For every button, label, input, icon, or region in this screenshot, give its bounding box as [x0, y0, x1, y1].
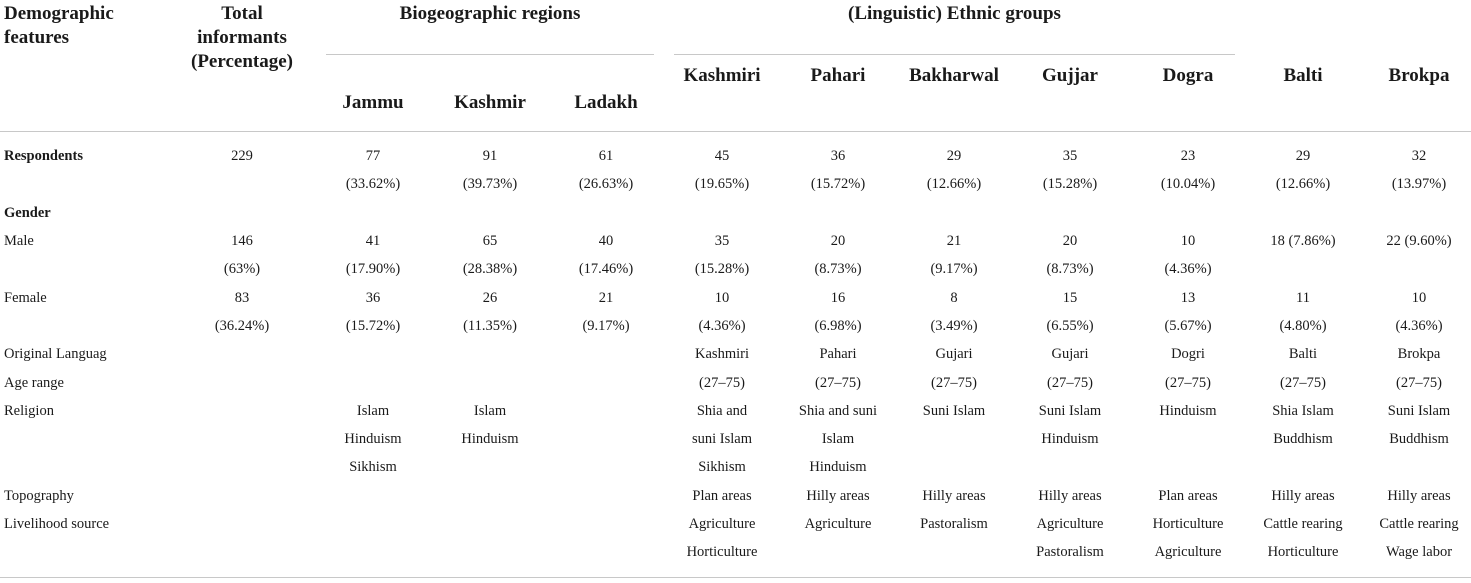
subheader-balti: Balti — [1283, 65, 1323, 86]
row-label-religion: Religion — [4, 403, 54, 419]
table-cell: (36.24%) — [214, 318, 270, 334]
table-cell: 20 — [830, 233, 846, 249]
table-cell: Hilly areas — [1038, 488, 1102, 504]
table-cell: (63%) — [223, 261, 261, 277]
table-cell: 16 — [830, 290, 846, 306]
table-cell: (19.65%) — [694, 176, 750, 192]
subheader-bakharwal: Bakharwal — [909, 65, 999, 86]
bottom-rule — [0, 577, 1471, 578]
subheader-kashmir: Kashmir — [454, 92, 526, 113]
table-cell: 40 — [598, 233, 614, 249]
table-cell: Agriculture — [688, 516, 756, 532]
table-cell: 35 — [1062, 148, 1078, 164]
table-cell: Dogri — [1171, 346, 1205, 362]
table-cell: (17.46%) — [578, 261, 634, 277]
table-cell: 21 — [598, 290, 614, 306]
table-cell: Gujari — [935, 346, 973, 362]
row-label-respondents: Respondents — [4, 148, 83, 164]
table-cell: 83 — [234, 290, 250, 306]
table-cell: Hinduism — [809, 459, 867, 475]
table-cell: Pahari — [819, 346, 857, 362]
table-cell: (27–75) — [1047, 375, 1093, 391]
row-label-age-range: Age range — [4, 375, 64, 391]
table-cell: Hinduism — [1159, 403, 1217, 419]
table-cell: (8.73%) — [1046, 261, 1094, 277]
table-cell: (27–75) — [1165, 375, 1211, 391]
table-cell: 36 — [365, 290, 381, 306]
table-cell: 21 — [946, 233, 962, 249]
table-cell: Suni Islam — [1387, 403, 1451, 419]
table-cell: Pastoralism — [920, 516, 988, 532]
table-cell: Plan areas — [1158, 488, 1218, 504]
table-cell: suni Islam — [691, 431, 752, 447]
table-cell: 10 — [1411, 290, 1427, 306]
table-cell: Hilly areas — [806, 488, 870, 504]
table-cell: (6.98%) — [814, 318, 862, 334]
table-cell: Horticulture — [1267, 544, 1339, 560]
table-cell: Cattle rearing — [1263, 516, 1343, 532]
table-cell: (5.67%) — [1164, 318, 1212, 334]
table-cell: (15.28%) — [694, 261, 750, 277]
table-cell: Wage labor — [1385, 544, 1453, 560]
table-cell: (27–75) — [699, 375, 745, 391]
table-cell: 29 — [1295, 148, 1311, 164]
table-cell: Suni Islam — [1038, 403, 1102, 419]
table-cell: 10 — [1180, 233, 1196, 249]
table-cell: 77 — [365, 148, 381, 164]
table-cell: Plan areas — [692, 488, 752, 504]
table-cell: (10.04%) — [1160, 176, 1216, 192]
table-cell: 23 — [1180, 148, 1196, 164]
table-cell: 32 — [1411, 148, 1427, 164]
table-cell: 146 — [231, 233, 253, 249]
table-cell: Sikhism — [698, 459, 746, 475]
table-cell: (8.73%) — [814, 261, 862, 277]
table-cell: Pastoralism — [1036, 544, 1104, 560]
table-cell: (39.73%) — [462, 176, 518, 192]
table-cell: (27–75) — [1396, 375, 1442, 391]
table-cell: (17.90%) — [345, 261, 401, 277]
table-cell: 26 — [482, 290, 498, 306]
header-biogeographic-regions: Biogeographic regions — [399, 3, 581, 24]
table-cell: Shia and — [696, 403, 748, 419]
table-cell: 13 — [1180, 290, 1196, 306]
row-label-female: Female — [4, 290, 47, 306]
table-cell: 36 — [830, 148, 846, 164]
table-cell: Hinduism — [344, 431, 402, 447]
table-cell: (12.66%) — [926, 176, 982, 192]
table-cell: (15.28%) — [1042, 176, 1098, 192]
table-cell: Gujari — [1051, 346, 1089, 362]
table-cell: Agriculture — [1154, 544, 1222, 560]
table-cell: Hinduism — [461, 431, 519, 447]
table-cell: 10 — [714, 290, 730, 306]
table-cell: 29 — [946, 148, 962, 164]
subheader-jammu: Jammu — [342, 92, 404, 113]
row-label-gender: Gender — [4, 205, 51, 221]
table-cell: 45 — [714, 148, 730, 164]
table-cell: Agriculture — [804, 516, 872, 532]
table-cell: (6.55%) — [1046, 318, 1094, 334]
header-demographic-features: Demographic features — [4, 3, 114, 48]
table-cell: Hilly areas — [1387, 488, 1451, 504]
table-cell: Hilly areas — [922, 488, 986, 504]
table-cell: (33.62%) — [345, 176, 401, 192]
table-cell: Buddhism — [1389, 431, 1449, 447]
biogeo-underline — [326, 54, 654, 55]
subheader-pahari: Pahari — [810, 65, 866, 86]
table-cell: 18 (7.86%) — [1270, 233, 1336, 249]
table-cell: 229 — [231, 148, 253, 164]
table-cell: Horticulture — [686, 544, 758, 560]
table-cell: (13.97%) — [1391, 176, 1447, 192]
table-cell: 35 — [714, 233, 730, 249]
table-cell: Hilly areas — [1271, 488, 1335, 504]
table-cell: (26.63%) — [578, 176, 634, 192]
table-cell: (27–75) — [1280, 375, 1326, 391]
table-cell: 61 — [598, 148, 614, 164]
subheader-gujjar: Gujjar — [1042, 65, 1098, 86]
table-cell: 15 — [1062, 290, 1078, 306]
table-cell: Brokpa — [1397, 346, 1441, 362]
header-rule — [0, 131, 1471, 132]
table-cell: 91 — [482, 148, 498, 164]
table-cell: (3.49%) — [930, 318, 978, 334]
table-cell: (15.72%) — [810, 176, 866, 192]
table-cell: 65 — [482, 233, 498, 249]
table-cell: (4.36%) — [1164, 261, 1212, 277]
table-cell: (9.17%) — [930, 261, 978, 277]
row-label-livelihood-source: Livelihood source — [4, 516, 110, 532]
table-cell: Agriculture — [1036, 516, 1104, 532]
table-cell: 41 — [365, 233, 381, 249]
subheader-ladakh: Ladakh — [574, 92, 638, 113]
table-cell: 20 — [1062, 233, 1078, 249]
table-cell: Shia Islam — [1272, 403, 1334, 419]
table-cell: (27–75) — [815, 375, 861, 391]
table-cell: 11 — [1296, 290, 1310, 306]
table-cell: Islam — [821, 431, 855, 447]
table-cell: (15.72%) — [345, 318, 401, 334]
table-cell: 22 (9.60%) — [1386, 233, 1452, 249]
table-cell: (28.38%) — [462, 261, 518, 277]
table-cell: Hinduism — [1041, 431, 1099, 447]
row-label-topography: Topography — [4, 488, 74, 504]
table-cell: Balti — [1288, 346, 1318, 362]
table-cell: (4.36%) — [698, 318, 746, 334]
table-cell: Suni Islam — [922, 403, 986, 419]
table-cell: Islam — [473, 403, 507, 419]
subheader-dogra: Dogra — [1162, 65, 1214, 86]
table-cell: (9.17%) — [582, 318, 630, 334]
header-total-informants: Total informants (Percentage) — [191, 3, 293, 72]
table-cell: (11.35%) — [463, 318, 517, 334]
table-cell: Kashmiri — [695, 346, 749, 362]
row-label-original-languag: Original Languag — [4, 346, 107, 362]
table-cell: Shia and suni — [798, 403, 878, 419]
table-cell: (27–75) — [931, 375, 977, 391]
table-cell: Islam — [356, 403, 390, 419]
table-cell: 8 — [950, 290, 958, 306]
row-label-male: Male — [4, 233, 34, 249]
table-cell: Sikhism — [349, 459, 397, 475]
table-cell: (12.66%) — [1275, 176, 1331, 192]
ethnic-underline — [674, 54, 1235, 55]
subheader-brokpa: Brokpa — [1388, 65, 1450, 86]
header-ethnic-groups: (Linguistic) Ethnic groups — [848, 3, 1061, 24]
subheader-kashmiri: Kashmiri — [683, 65, 761, 86]
table-cell: Horticulture — [1152, 516, 1224, 532]
table-cell: Cattle rearing — [1379, 516, 1459, 532]
table-cell: Buddhism — [1273, 431, 1333, 447]
table-cell: (4.80%) — [1279, 318, 1327, 334]
table-cell: (4.36%) — [1395, 318, 1443, 334]
